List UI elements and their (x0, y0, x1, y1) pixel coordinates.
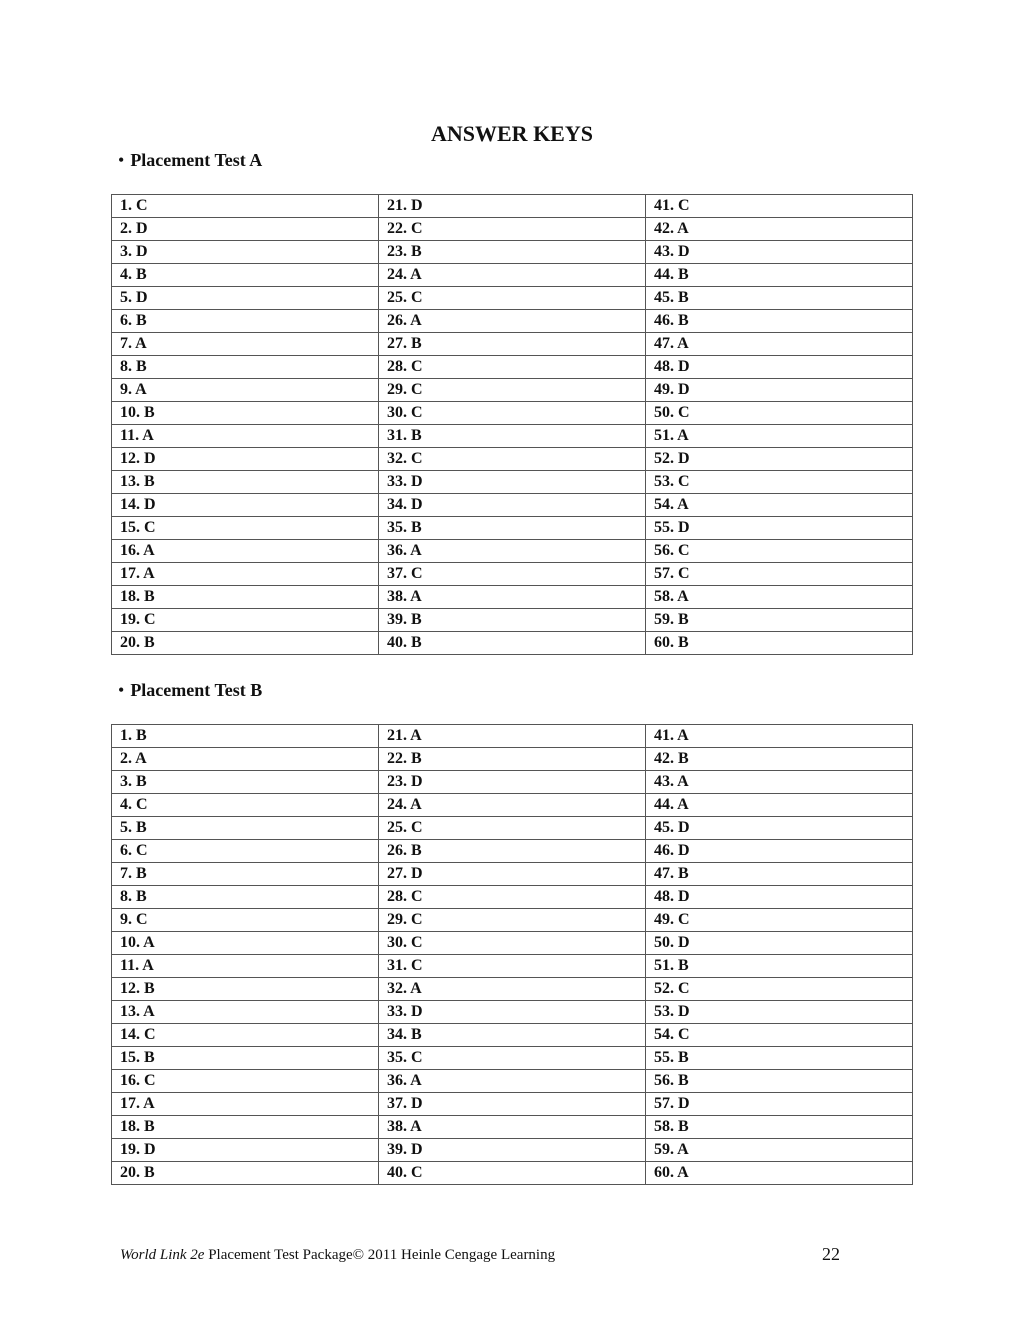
answer-cell: 60. B (646, 632, 913, 655)
answer-cell: 33. D (379, 471, 646, 494)
answer-cell: 45. D (646, 817, 913, 840)
answer-cell: 18. B (112, 586, 379, 609)
table-row (112, 379, 913, 402)
answer-table-test-a (111, 194, 913, 655)
answer-cell: 44. B (646, 264, 913, 287)
answer-cell: 52. C (646, 978, 913, 1001)
answer-cell: 42. B (646, 748, 913, 771)
answer-cell: 29. C (379, 379, 646, 402)
table-row (112, 1001, 913, 1024)
answer-cell: 10. A (112, 932, 379, 955)
table-row (112, 886, 913, 909)
table-row (112, 817, 913, 840)
answer-cell: 21. D (379, 195, 646, 218)
answer-cell: 18. B (112, 1116, 379, 1139)
answer-cell: 60. A (646, 1162, 913, 1185)
table-row (112, 1139, 913, 1162)
footer-book-title: World Link 2e (120, 1247, 205, 1263)
table-row (112, 794, 913, 817)
answer-cell: 22. B (379, 748, 646, 771)
answer-cell: 17. A (112, 1093, 379, 1116)
table-row (112, 402, 913, 425)
answer-cell: 35. B (379, 517, 646, 540)
answer-cell: 53. C (646, 471, 913, 494)
answer-cell: 39. D (379, 1139, 646, 1162)
answer-cell: 16. A (112, 540, 379, 563)
answer-cell: 34. B (379, 1024, 646, 1047)
answer-cell: 10. B (112, 402, 379, 425)
answer-cell: 41. C (646, 195, 913, 218)
answer-cell: 8. B (112, 886, 379, 909)
answer-cell: 2. A (112, 748, 379, 771)
answer-cell: 20. B (112, 632, 379, 655)
answer-cell: 3. B (112, 771, 379, 794)
answer-cell: 43. D (646, 241, 913, 264)
answer-cell: 47. A (646, 333, 913, 356)
table-row (112, 932, 913, 955)
table-row (112, 310, 913, 333)
answer-cell: 48. D (646, 886, 913, 909)
answer-cell: 28. C (379, 886, 646, 909)
answer-cell: 12. B (112, 978, 379, 1001)
section-heading-label: Placement Test A (130, 150, 263, 170)
table-row (112, 1024, 913, 1047)
table-row (112, 494, 913, 517)
answer-cell: 9. A (112, 379, 379, 402)
answer-cell: 32. C (379, 448, 646, 471)
answer-cell: 48. D (646, 356, 913, 379)
answer-cell: 51. A (646, 425, 913, 448)
answer-cell: 25. C (379, 287, 646, 310)
answer-cell: 40. B (379, 632, 646, 655)
answer-cell: 14. D (112, 494, 379, 517)
answer-cell: 39. B (379, 609, 646, 632)
table-row (112, 287, 913, 310)
answer-cell: 43. A (646, 771, 913, 794)
table-row (112, 840, 913, 863)
answer-cell: 46. B (646, 310, 913, 333)
table-row (112, 563, 913, 586)
answer-cell: 19. C (112, 609, 379, 632)
table-row (112, 632, 913, 655)
answer-cell: 27. B (379, 333, 646, 356)
answer-cell: 13. A (112, 1001, 379, 1024)
answer-cell: 15. C (112, 517, 379, 540)
answer-cell: 38. A (379, 586, 646, 609)
table-row (112, 448, 913, 471)
table-row (112, 955, 913, 978)
answer-cell: 22. C (379, 218, 646, 241)
answer-cell: 21. A (379, 725, 646, 748)
answer-cell: 16. C (112, 1070, 379, 1093)
table-row (112, 748, 913, 771)
answer-cell: 59. B (646, 609, 913, 632)
answer-cell: 7. A (112, 333, 379, 356)
answer-cell: 30. C (379, 402, 646, 425)
bullet: • (118, 150, 125, 170)
answer-cell: 32. A (379, 978, 646, 1001)
answer-cell: 2. D (112, 218, 379, 241)
table-row (112, 333, 913, 356)
answer-cell: 11. A (112, 955, 379, 978)
page-number: 22 (822, 1244, 840, 1264)
table-row (112, 195, 913, 218)
answer-cell: 58. B (646, 1116, 913, 1139)
table-row (112, 1162, 913, 1185)
answer-cell: 55. D (646, 517, 913, 540)
table-row (112, 863, 913, 886)
answer-cell: 24. A (379, 794, 646, 817)
answer-cell: 15. B (112, 1047, 379, 1070)
answer-cell: 4. C (112, 794, 379, 817)
table-row (112, 471, 913, 494)
table-row (112, 978, 913, 1001)
table-row (112, 609, 913, 632)
table-row (112, 264, 913, 287)
answer-cell: 53. D (646, 1001, 913, 1024)
answer-cell: 6. C (112, 840, 379, 863)
answer-cell: 5. D (112, 287, 379, 310)
table-row (112, 517, 913, 540)
answer-cell: 47. B (646, 863, 913, 886)
answer-cell: 4. B (112, 264, 379, 287)
answer-cell: 1. B (112, 725, 379, 748)
answer-cell: 34. D (379, 494, 646, 517)
table-row (112, 356, 913, 379)
answer-cell: 30. C (379, 932, 646, 955)
answer-cell: 49. C (646, 909, 913, 932)
answer-cell: 54. A (646, 494, 913, 517)
table-row (112, 1047, 913, 1070)
answer-cell: 23. D (379, 771, 646, 794)
answer-cell: 27. D (379, 863, 646, 886)
table-row (112, 586, 913, 609)
answer-cell: 57. D (646, 1093, 913, 1116)
table-row (112, 1116, 913, 1139)
answer-cell: 54. C (646, 1024, 913, 1047)
table-row (112, 725, 913, 748)
answer-cell: 49. D (646, 379, 913, 402)
answer-cell: 31. B (379, 425, 646, 448)
answer-cell: 46. D (646, 840, 913, 863)
answer-cell: 3. D (112, 241, 379, 264)
table-row (112, 1070, 913, 1093)
answer-cell: 37. C (379, 563, 646, 586)
answer-cell: 20. B (112, 1162, 379, 1185)
answer-cell: 50. D (646, 932, 913, 955)
answer-cell: 36. A (379, 540, 646, 563)
answer-cell: 7. B (112, 863, 379, 886)
answer-cell: 56. B (646, 1070, 913, 1093)
answer-cell: 29. C (379, 909, 646, 932)
answer-cell: 51. B (646, 955, 913, 978)
answer-cell: 55. B (646, 1047, 913, 1070)
answer-cell: 56. C (646, 540, 913, 563)
answer-cell: 52. D (646, 448, 913, 471)
section-heading-test-b (118, 679, 262, 701)
footer-citation (120, 1245, 555, 1265)
answer-cell: 31. C (379, 955, 646, 978)
answer-cell: 17. A (112, 563, 379, 586)
answer-cell: 1. C (112, 195, 379, 218)
answer-cell: 13. B (112, 471, 379, 494)
answer-cell: 6. B (112, 310, 379, 333)
section-heading-test-a (118, 149, 262, 171)
answer-cell: 41. A (646, 725, 913, 748)
answer-cell: 12. D (112, 448, 379, 471)
answer-cell: 19. D (112, 1139, 379, 1162)
answer-cell: 36. A (379, 1070, 646, 1093)
answer-cell: 42. A (646, 218, 913, 241)
answer-cell: 9. C (112, 909, 379, 932)
answer-table-test-b (111, 724, 913, 1185)
answer-cell: 57. C (646, 563, 913, 586)
answer-cell: 8. B (112, 356, 379, 379)
answer-cell: 50. C (646, 402, 913, 425)
answer-cell: 26. A (379, 310, 646, 333)
section-heading-label: Placement Test B (130, 680, 263, 700)
answer-cell: 28. C (379, 356, 646, 379)
answer-cell: 37. D (379, 1093, 646, 1116)
answer-cell: 11. A (112, 425, 379, 448)
table-row (112, 425, 913, 448)
answer-cell: 25. C (379, 817, 646, 840)
table-row (112, 218, 913, 241)
answer-cell: 24. A (379, 264, 646, 287)
answer-cell: 38. A (379, 1116, 646, 1139)
table-row (112, 1093, 913, 1116)
footer-publisher: Placement Test Package© 2011 Heinle Cengage Learning (204, 1247, 556, 1263)
answer-cell: 33. D (379, 1001, 646, 1024)
answer-cell: 45. B (646, 287, 913, 310)
answer-cell: 59. A (646, 1139, 913, 1162)
answer-cell: 40. C (379, 1162, 646, 1185)
answer-cell: 35. C (379, 1047, 646, 1070)
answer-cell: 23. B (379, 241, 646, 264)
bullet: • (118, 680, 125, 700)
table-row (112, 540, 913, 563)
answer-cell: 26. B (379, 840, 646, 863)
answer-cell: 58. A (646, 586, 913, 609)
page-title: ANSWER KEYS (431, 121, 593, 146)
table-row (112, 909, 913, 932)
table-row (112, 771, 913, 794)
answer-cell: 5. B (112, 817, 379, 840)
table-row (112, 241, 913, 264)
answer-cell: 14. C (112, 1024, 379, 1047)
answer-cell: 44. A (646, 794, 913, 817)
